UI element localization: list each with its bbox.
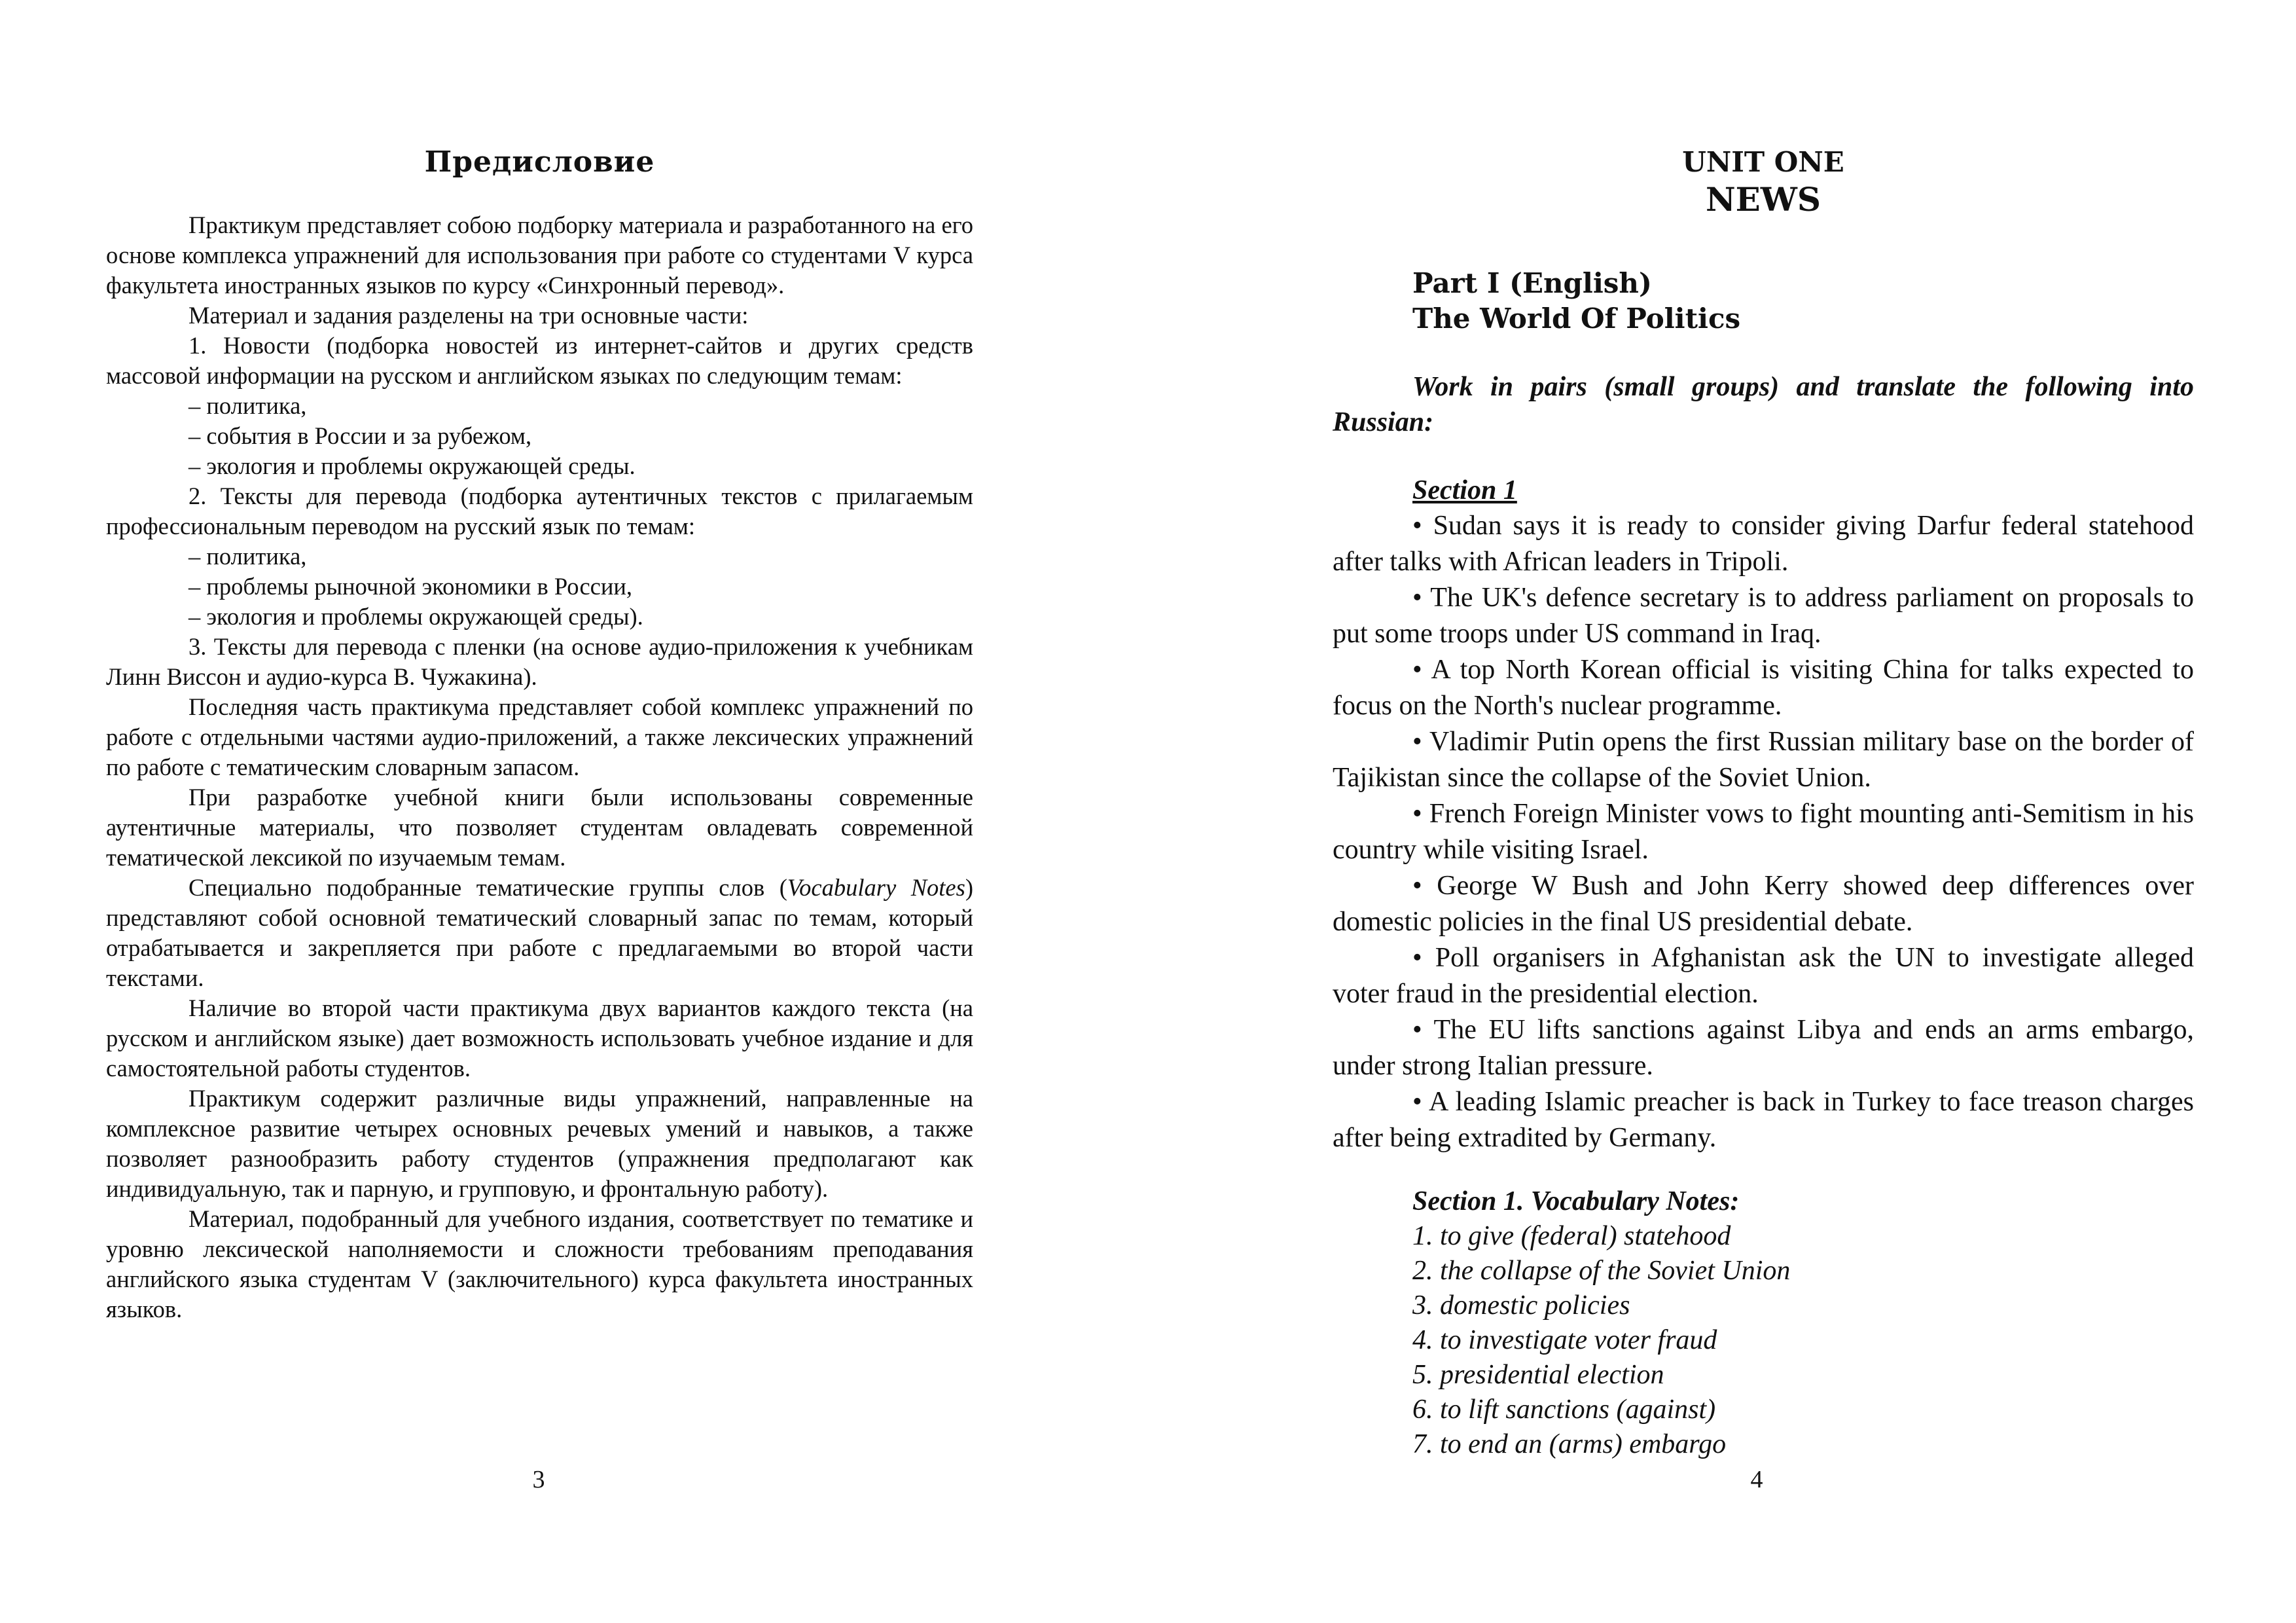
preface-paragraph: Последняя часть практикума представляет собой комплекс упражнений по работе с отдельными частями аудио-приложений, а также лексических упражнений по работе с тематическим словарным запасом. xyxy=(106,693,973,780)
unit-label: UNIT ONE xyxy=(1682,146,1844,178)
preface-title: Предисловие xyxy=(424,145,655,179)
preface-list-item: – проблемы рыночной экономики в России, xyxy=(188,573,633,600)
preface-paragraph: 3. Тексты для перевода с пленки (на основе аудио-приложения к учебникам Линн Виссон и аудио-курса В. Чужакина). xyxy=(106,633,973,690)
preface-list-item: – события в России и за рубежом, xyxy=(188,422,532,449)
preface-list-item: – экология и проблемы окружающей среды. xyxy=(188,452,636,479)
preface-paragraph: Практикум представляет собою подборку материала и разработанного на его основе комплекса упражнений для использования при работе со студентами V курса факультета иностранных языков по курсу «Синхронный перевод». xyxy=(106,211,973,299)
vocab-item: 4. to investigate voter fraud xyxy=(1412,1325,1717,1355)
news-item: • A top North Korean official is visiting China for talks expected to focus on the North's nuclear programme. xyxy=(1333,655,2194,721)
preface-paragraph: Материал, подобранный для учебного издания, соответствует по тематике и уровню лексической наполняемости и сложности требованиям преподавания английского языка студентам V (заключительного) курса факультета иностранных языков. xyxy=(106,1205,973,1322)
preface-paragraph: 1. Новости (подборка новостей из интернет-сайтов и других средств массовой информации на русском и английском языках по следующим темам: xyxy=(106,332,973,389)
vocab-item: 5. presidential election xyxy=(1412,1360,1664,1390)
vocab-item: 1. to give (federal) statehood xyxy=(1412,1221,1731,1251)
preface-paragraph: 2. Тексты для перевода (подборка аутентичных текстов с прилагаемым профессиональным переводом на русский язык по темам: xyxy=(106,483,973,539)
vocab-item: 7. to end an (arms) embargo xyxy=(1412,1429,1727,1459)
preface-list-item: – политика, xyxy=(188,392,307,419)
preface-body xyxy=(106,210,973,1324)
preface-paragraph: Наличие во второй части практикума двух вариантов каждого текста (на русском и английском языке) дает возможность использовать учебное издание и для самостоятельной работы студентов. xyxy=(106,994,973,1082)
news-item: • George W Bush and John Kerry showed deep differences over domestic policies in the final US presidential debate. xyxy=(1333,871,2194,937)
unit-title: NEWS xyxy=(1705,180,1821,219)
instruction: Work in pairs (small groups) and translate the following into Russian: xyxy=(1333,372,2194,437)
part-subtitle: The World Of Politics xyxy=(1412,302,1741,335)
unit-content xyxy=(1333,145,2194,1462)
part-heading xyxy=(1333,266,2194,337)
preface-content xyxy=(106,145,973,1324)
preface-paragraph: При разработке учебной книги были использованы современные аутентичные материалы, что позволяет студентам овладевать современной тематической лексикой по изучаемым темам. xyxy=(106,784,973,871)
news-item: • Sudan says it is ready to consider giving Darfur federal statehood after talks with African leaders in Tripoli. xyxy=(1333,511,2194,577)
vocab-list xyxy=(1333,1219,2194,1462)
vocab-heading: Section 1. Vocabulary Notes: xyxy=(1412,1186,1740,1216)
page-number-right: 4 xyxy=(1750,1466,1763,1493)
section-heading: Section 1 xyxy=(1412,475,1517,505)
preface-paragraph: Практикум содержит различные виды упражнений, направленные на комплексное развитие четырех основных речевых умений и навыков, а также позволяет разнообразить работу студентов (упражнения предполагают как индивидуальную, так и парную, и групповую, и фронтальную работу). xyxy=(106,1085,973,1202)
page-number-left: 3 xyxy=(532,1466,545,1493)
preface-vocab-paragraph xyxy=(106,873,973,993)
news-list xyxy=(1333,508,2194,1156)
news-item: • A leading Islamic preacher is back in Turkey to face treason charges after being extradited by Germany. xyxy=(1333,1087,2194,1153)
news-item: • Poll organisers in Afghanistan ask the UN to investigate alleged voter fraud in the presidential election. xyxy=(1333,943,2194,1009)
news-item: • The EU lifts sanctions against Libya and ends an arms embargo, under strong Italian pressure. xyxy=(1333,1015,2194,1081)
news-item: • The UK's defence secretary is to address parliament on proposals to put some troops under US command in Iraq. xyxy=(1333,583,2194,649)
vocab-para-after: ) представляют собой основной тематический словарный запас по темам, который отрабатывается и закрепляется при работе с предлагаемыми во второй части текстами. xyxy=(106,874,973,991)
vocab-item: 2. the collapse of the Soviet Union xyxy=(1412,1256,1791,1286)
right-page xyxy=(1148,0,2296,1623)
news-item: • Vladimir Putin opens the first Russian military base on the border of Tajikistan since the collapse of the Soviet Union. xyxy=(1333,727,2194,793)
part-title: Part I (English) xyxy=(1412,267,1652,299)
preface-list-item: – экология и проблемы окружающей среды). xyxy=(188,603,643,630)
news-item: • French Foreign Minister vows to fight mounting anti-Semitism in his country while visiting Israel. xyxy=(1333,799,2194,865)
vocab-item: 3. domestic policies xyxy=(1412,1290,1630,1321)
preface-list-item: – политика, xyxy=(188,543,307,570)
vocab-para-before: Специально подобранные тематические группы слов ( xyxy=(188,874,787,901)
vocab-para-italic: Vocabulary Notes xyxy=(787,874,965,901)
preface-paragraph: Материал и задания разделены на три основные части: xyxy=(188,302,749,329)
vocab-item: 6. to lift sanctions (against) xyxy=(1412,1395,1716,1425)
